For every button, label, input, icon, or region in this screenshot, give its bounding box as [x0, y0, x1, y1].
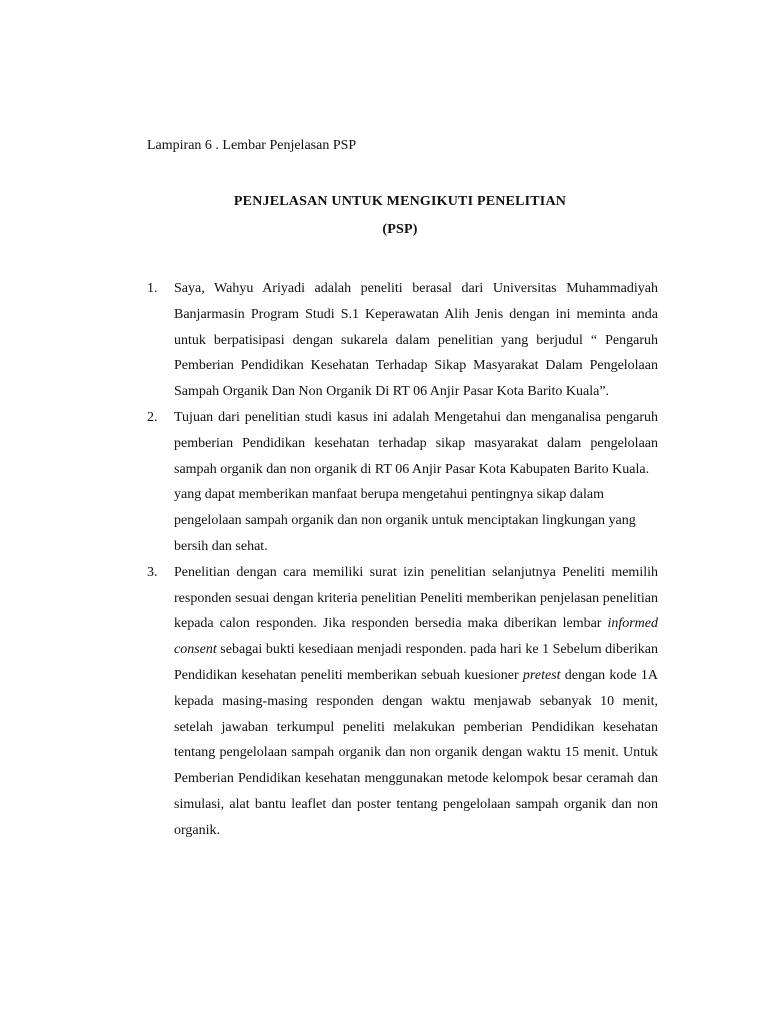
- text-segment: Penelitian dengan cara memiliki surat izin penelitian selanjutnya Peneliti memilih responden sesuai dengan kriteria penelitian Peneliti memberikan penjelasan penelitian kepada calon responden. Jika responden bersedia maka diberikan lembar: [174, 564, 658, 632]
- list-item-number: 1.: [147, 281, 158, 296]
- text-segment: sebagai bukti kesediaan menjadi responden. pada hari ke 1 Sebelum diberikan Pendidikan kesehatan peneliti memberikan sebuah kuesioner: [174, 642, 658, 683]
- list-item: [147, 276, 658, 405]
- list-item-continuation: yang dapat memberikan manfaat berupa mengetahui pentingnya sikap dalam pengelolaan sampah organik dan non organik untuk menciptakan lingkungan yang bersih dan sehat.: [174, 487, 636, 554]
- list-item: [147, 405, 658, 560]
- italic-term: pretest: [522, 667, 561, 683]
- italic-term: informed consent: [174, 616, 658, 658]
- appendix-caption: Lampiran 6 . Lembar Penjelasan PSP: [147, 138, 357, 153]
- list-item-text: Saya, Wahyu Ariyadi adalah peneliti berasal dari Universitas Muhammadiyah Banjarmasin Program Studi S.1 Keperawatan Alih Jenis dengan ini meminta anda untuk berpatisipasi dengan sukarela dalam penelitian yang berjudul “ Pengaruh Pemberian Pendidikan Kesehatan Terhadap Sikap Masyarakat Dalam Pengelolaan Sampah Organik Dan Non Organik Di RT 06 Anjir Pasar Kota Barito Kuala”.: [174, 281, 658, 400]
- document-subtitle: (PSP): [382, 222, 418, 237]
- numbered-list: [147, 276, 658, 844]
- list-item-text: [174, 560, 658, 844]
- document-title: PENJELASAN UNTUK MENGIKUTI PENELITIAN: [233, 194, 567, 209]
- text-segment: dengan kode 1A kepada masing-masing responden dengan waktu menjawab sebanyak 10 menit, setelah jawaban terkumpul peneliti melakukan pemberian Pendidikan kesehatan tentang pengelolaan sampah organik dan non organik dengan waktu 15 menit. Untuk Pemberian Pendidikan kesehatan menggunakan metode kelompok besar ceramah dan simulasi, alat bantu leaflet dan poster tentang pengelolaan sampah organik dan non organik.: [174, 667, 658, 838]
- list-item-number: 3.: [147, 564, 158, 580]
- list-item-number: 2.: [147, 409, 158, 425]
- list-item: [147, 560, 658, 844]
- list-item-text: Tujuan dari penelitian studi kasus ini adalah Mengetahui dan menganalisa pengaruh pemberian Pendidikan kesehatan terhadap sikap masyarakat dalam pengelolaan sampah organik dan non organik di RT 06 Anjir Pasar Kota Kabupaten Barito Kuala.: [174, 409, 658, 477]
